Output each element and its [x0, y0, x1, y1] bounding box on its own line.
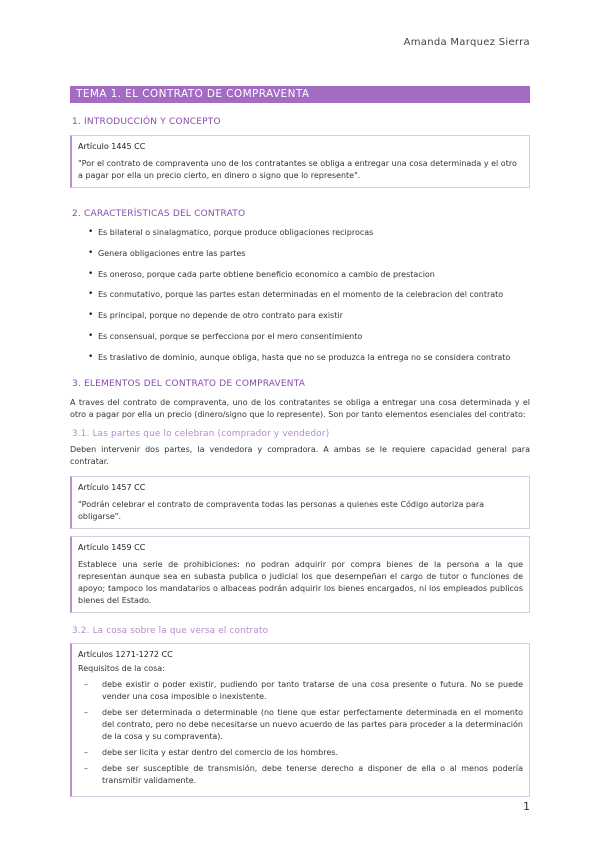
parties-text: Deben intervenir dos partes, la vendedora y compradora. A ambas se le requiere capacidad general para contratar.: [70, 444, 530, 466]
section-heading-characteristics: 2. CARACTERÍSTICAS DEL CONTRATO: [72, 209, 246, 219]
list-item: • Es oneroso, porque cada parte obtiene beneficio economico a cambio de prestacion: [70, 269, 530, 290]
requirements-intro: Requisitos de la cosa:: [78, 663, 165, 673]
section-heading-intro: 1. INTRODUCCIÓN Y CONCEPTO: [72, 117, 221, 127]
list-item: – debe ser susceptible de transmisión, debe tenerse derecho a disponer de ella o al menos podería transmitir validamente.: [78, 763, 523, 787]
article-text: Establece una serie de prohibiciones: no podran adquirir por compra bienes de la persona a la que representan aunque sea en subasta publica o judicial los que desempeñan el cargo de tutor o funciones de apoyo; tampoco los mandatarios o albaceas podrán adquirir los bienes encargados, ni los empleados publicos bienes del Estado.: [78, 559, 523, 605]
article-reference: Artículo 1459 CC: [78, 542, 146, 552]
article-box-1445: [70, 135, 530, 188]
author-name: Amanda Marquez Sierra: [403, 37, 530, 48]
document-body: [70, 86, 530, 797]
characteristics-list: [70, 227, 530, 373]
article-box-1459: [70, 536, 530, 613]
elements-intro: A traves del contrato de compraventa, uno de los contratantes se obliga a entregar una cosa determinada y el otro a pagar por ella un precio (dinero/signo que lo represente). Son por tanto elementos esenciales del contrato:: [70, 397, 530, 419]
article-box-1271-1272: [70, 643, 530, 797]
list-item: – debe ser determinada o determinable (no tiene que estar perfectamente determinada en el momento del contrato, pero no debe necesitarse un nuevo acuerdo de las partes para proceder a la determinación de la cosa y su compraventa).: [78, 707, 523, 743]
list-item: • Es traslativo de dominio, aunque obliga, hasta que no se produzca la entrega no se considera contrato: [70, 352, 530, 373]
section-heading-elements: 3. ELEMENTOS DEL CONTRATO DE COMPRAVENTA: [72, 378, 306, 389]
article-quote: "Podrán celebrar el contrato de compraventa todas las personas a quienes este Código autoriza para obligarse".: [78, 499, 485, 521]
list-item: – debe existir o poder existir, pudiendo por tanto tratarse de una cosa presente o futura. No se puede vender una cosa imposible o inexistente.: [78, 679, 523, 703]
list-item: • Genera obligaciones entre las partes: [70, 248, 530, 269]
article-quote: "Por el contrato de compraventa uno de los contratantes se obliga a entregar una cosa determinada y el otro a pagar por ella un precio cierto, en dinero o signo que lo represente".: [78, 159, 517, 180]
list-item: • Es bilateral o sinalagmatico, porque produce obligaciones reciprocas: [70, 227, 530, 248]
subsection-heading-parties: 3.1. Las partes que lo celebran (comprador y vendedor): [72, 428, 330, 439]
list-item: • Es principal, porque no depende de otro contrato para existir: [70, 310, 530, 331]
list-item: • Es consensual, porque se perfecciona por el mero consentimiento: [70, 331, 530, 352]
list-item: – debe ser licita y estar dentro del comercio de los hombres.: [78, 747, 523, 759]
article-box-1457: [70, 476, 530, 529]
article-reference: Artículo 1445 CC: [78, 142, 146, 151]
subsection-heading-thing: 3.2. La cosa sobre la que versa el contrato: [72, 625, 269, 636]
requirements-list: [78, 679, 523, 787]
article-reference: Artículos 1271-1272 CC: [78, 649, 173, 659]
list-item: • Es conmutativo, porque las partes estan determinadas en el momento de la celebracion del contrato: [70, 289, 530, 310]
article-reference: Artículo 1457 CC: [78, 482, 146, 492]
main-title: TEMA 1. EL CONTRATO DE COMPRAVENTA: [70, 86, 530, 103]
page-number: 1: [523, 800, 530, 813]
